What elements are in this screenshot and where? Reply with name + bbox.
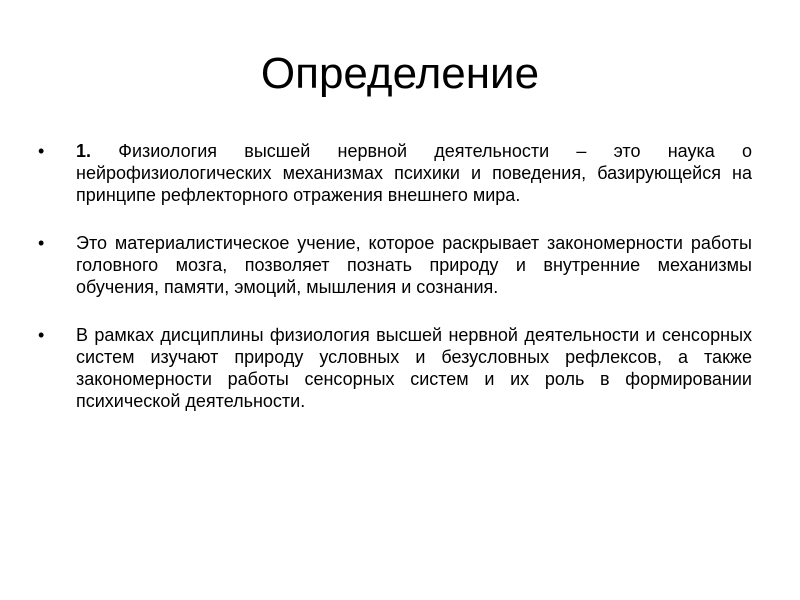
bullet-number: 1. <box>76 141 92 161</box>
bullet-item-1 <box>38 140 752 206</box>
bullet-icon: • <box>38 233 45 253</box>
bullet-item-3 <box>38 324 752 412</box>
bullet-text: В рамках дисциплины физиология высшей нервной деятельности и сенсорных систем изучают природу условных и безусловных рефлексов, а также закономерности работы сенсорных систем и их роль в формировании психической деятельности. <box>76 325 752 411</box>
bullet-icon: • <box>38 325 45 345</box>
bullet-icon: • <box>38 141 45 161</box>
slide-title: Определение <box>260 49 540 98</box>
bullet-text: Это материалистическое учение, которое раскрывает закономерности работы головного мозга, позволяет познать природу и внутренние механизмы обучения, памяти, эмоций, мышления и сознания. <box>76 233 752 297</box>
bullet-text: Физиология высшей нервной деятельности – это наука о нейрофизиологических механизмах психики и поведения, базирующейся на принципе рефлекторного отражения внешнего мира. <box>76 141 752 205</box>
bullet-item-2 <box>38 232 752 298</box>
bullet-list <box>38 140 752 438</box>
